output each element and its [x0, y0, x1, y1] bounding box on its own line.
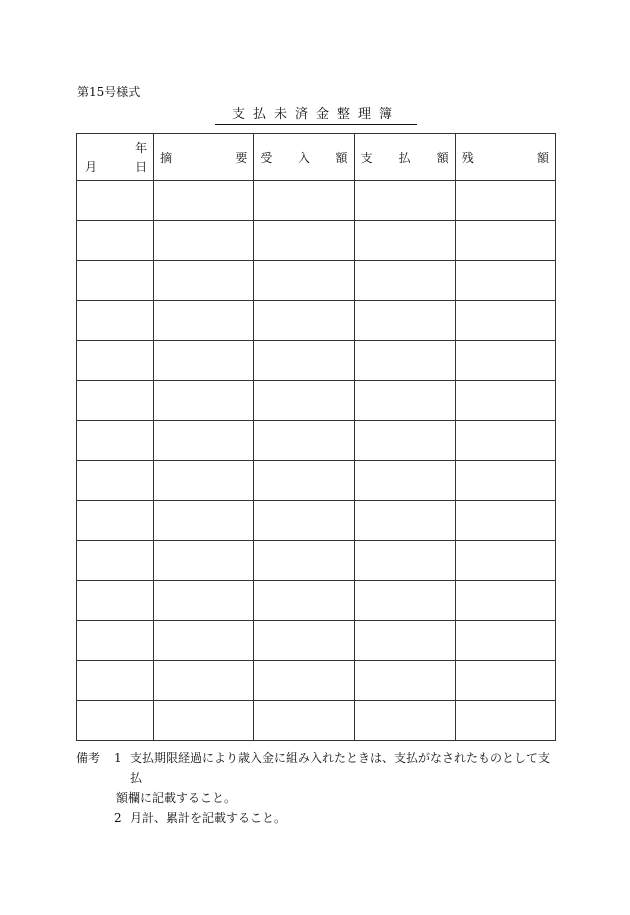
cell-balance[interactable] [455, 221, 555, 261]
cell-description[interactable] [154, 581, 254, 621]
cell-date[interactable] [77, 621, 154, 661]
note-number: 2 [114, 811, 122, 825]
cell-received[interactable] [254, 221, 354, 261]
notes [76, 748, 556, 828]
form-number: 第15号様式 [77, 85, 141, 99]
header-date [77, 134, 154, 181]
note-item [76, 748, 556, 788]
header-payment-char: 額 [436, 150, 449, 165]
cell-date[interactable] [77, 261, 154, 301]
cell-payment[interactable] [354, 661, 455, 701]
note-number: 1 [114, 751, 122, 765]
table-row [77, 581, 556, 621]
header-balance [455, 134, 555, 181]
cell-description[interactable] [154, 301, 254, 341]
header-received [254, 134, 354, 181]
cell-payment[interactable] [354, 621, 455, 661]
cell-balance[interactable] [455, 381, 555, 421]
table-row [77, 341, 556, 381]
table-row [77, 501, 556, 541]
cell-date[interactable] [77, 421, 154, 461]
table-row [77, 661, 556, 701]
table-row [77, 541, 556, 581]
cell-received[interactable] [254, 341, 354, 381]
cell-payment[interactable] [354, 581, 455, 621]
header-received-char: 額 [335, 150, 348, 165]
cell-received[interactable] [254, 181, 354, 221]
header-balance-char: 残 [461, 150, 474, 165]
cell-description[interactable] [154, 341, 254, 381]
cell-date[interactable] [77, 181, 154, 221]
cell-payment[interactable] [354, 701, 455, 741]
cell-received[interactable] [254, 541, 354, 581]
ledger-body [77, 181, 556, 741]
cell-received[interactable] [254, 301, 354, 341]
cell-received[interactable] [254, 661, 354, 701]
cell-date[interactable] [77, 541, 154, 581]
cell-date[interactable] [77, 501, 154, 541]
cell-date[interactable] [77, 581, 154, 621]
table-row [77, 261, 556, 301]
table-row [77, 461, 556, 501]
cell-balance[interactable] [455, 261, 555, 301]
table-header-row [77, 134, 556, 181]
cell-description[interactable] [154, 701, 254, 741]
cell-description[interactable] [154, 181, 254, 221]
cell-payment[interactable] [354, 221, 455, 261]
table-row [77, 421, 556, 461]
cell-payment[interactable] [354, 541, 455, 581]
cell-payment[interactable] [354, 421, 455, 461]
note-text: 支払期限経過により歳入金に組み入れたときは、支払がなされたものとして支払 [130, 751, 551, 785]
cell-balance[interactable] [455, 501, 555, 541]
header-month: 月 [85, 160, 98, 174]
cell-balance[interactable] [455, 541, 555, 581]
table-row [77, 221, 556, 261]
notes-label: 備考 [76, 751, 101, 765]
header-received-char: 入 [297, 150, 310, 165]
header-received-char: 受 [260, 150, 273, 165]
header-year: 年 [135, 141, 148, 155]
cell-balance[interactable] [455, 621, 555, 661]
cell-balance[interactable] [455, 341, 555, 381]
cell-received[interactable] [254, 621, 354, 661]
cell-payment[interactable] [354, 181, 455, 221]
header-payment [354, 134, 455, 181]
table-row [77, 381, 556, 421]
cell-balance[interactable] [455, 421, 555, 461]
cell-received[interactable] [254, 421, 354, 461]
cell-description[interactable] [154, 261, 254, 301]
cell-date[interactable] [77, 301, 154, 341]
cell-received[interactable] [254, 581, 354, 621]
cell-description[interactable] [154, 461, 254, 501]
cell-balance[interactable] [455, 581, 555, 621]
note-text: 月計、累計を記載すること。 [130, 811, 287, 825]
form-title: 支払未済金整理簿 [215, 103, 417, 125]
cell-payment[interactable] [354, 381, 455, 421]
note-continuation: 額欄に記載すること。 [116, 791, 237, 805]
cell-balance[interactable] [455, 461, 555, 501]
cell-description[interactable] [154, 221, 254, 261]
cell-date[interactable] [77, 701, 154, 741]
cell-payment[interactable] [354, 261, 455, 301]
cell-description[interactable] [154, 661, 254, 701]
cell-description[interactable] [154, 421, 254, 461]
header-day: 日 [135, 160, 148, 174]
table-row [77, 621, 556, 661]
header-payment-char: 支 [360, 150, 373, 165]
table-row [77, 701, 556, 741]
header-description-char: 要 [235, 150, 248, 165]
cell-balance[interactable] [455, 701, 555, 741]
cell-payment[interactable] [354, 341, 455, 381]
header-description [154, 134, 254, 181]
cell-date[interactable] [77, 341, 154, 381]
cell-payment[interactable] [354, 501, 455, 541]
cell-date[interactable] [77, 221, 154, 261]
header-payment-char: 払 [398, 150, 411, 165]
cell-balance[interactable] [455, 661, 555, 701]
table-row [77, 181, 556, 221]
cell-date[interactable] [77, 461, 154, 501]
cell-received[interactable] [254, 701, 354, 741]
cell-description[interactable] [154, 621, 254, 661]
cell-received[interactable] [254, 461, 354, 501]
cell-received[interactable] [254, 381, 354, 421]
cell-date[interactable] [77, 381, 154, 421]
cell-description[interactable] [154, 501, 254, 541]
cell-payment[interactable] [354, 301, 455, 341]
cell-received[interactable] [254, 501, 354, 541]
ledger-table [76, 133, 556, 741]
note-item [76, 808, 556, 828]
header-balance-char: 額 [536, 150, 549, 165]
table-row [77, 301, 556, 341]
cell-description[interactable] [154, 381, 254, 421]
cell-payment[interactable] [354, 461, 455, 501]
cell-received[interactable] [254, 261, 354, 301]
cell-balance[interactable] [455, 181, 555, 221]
header-description-char: 摘 [160, 150, 173, 165]
cell-description[interactable] [154, 541, 254, 581]
cell-date[interactable] [77, 661, 154, 701]
cell-balance[interactable] [455, 301, 555, 341]
